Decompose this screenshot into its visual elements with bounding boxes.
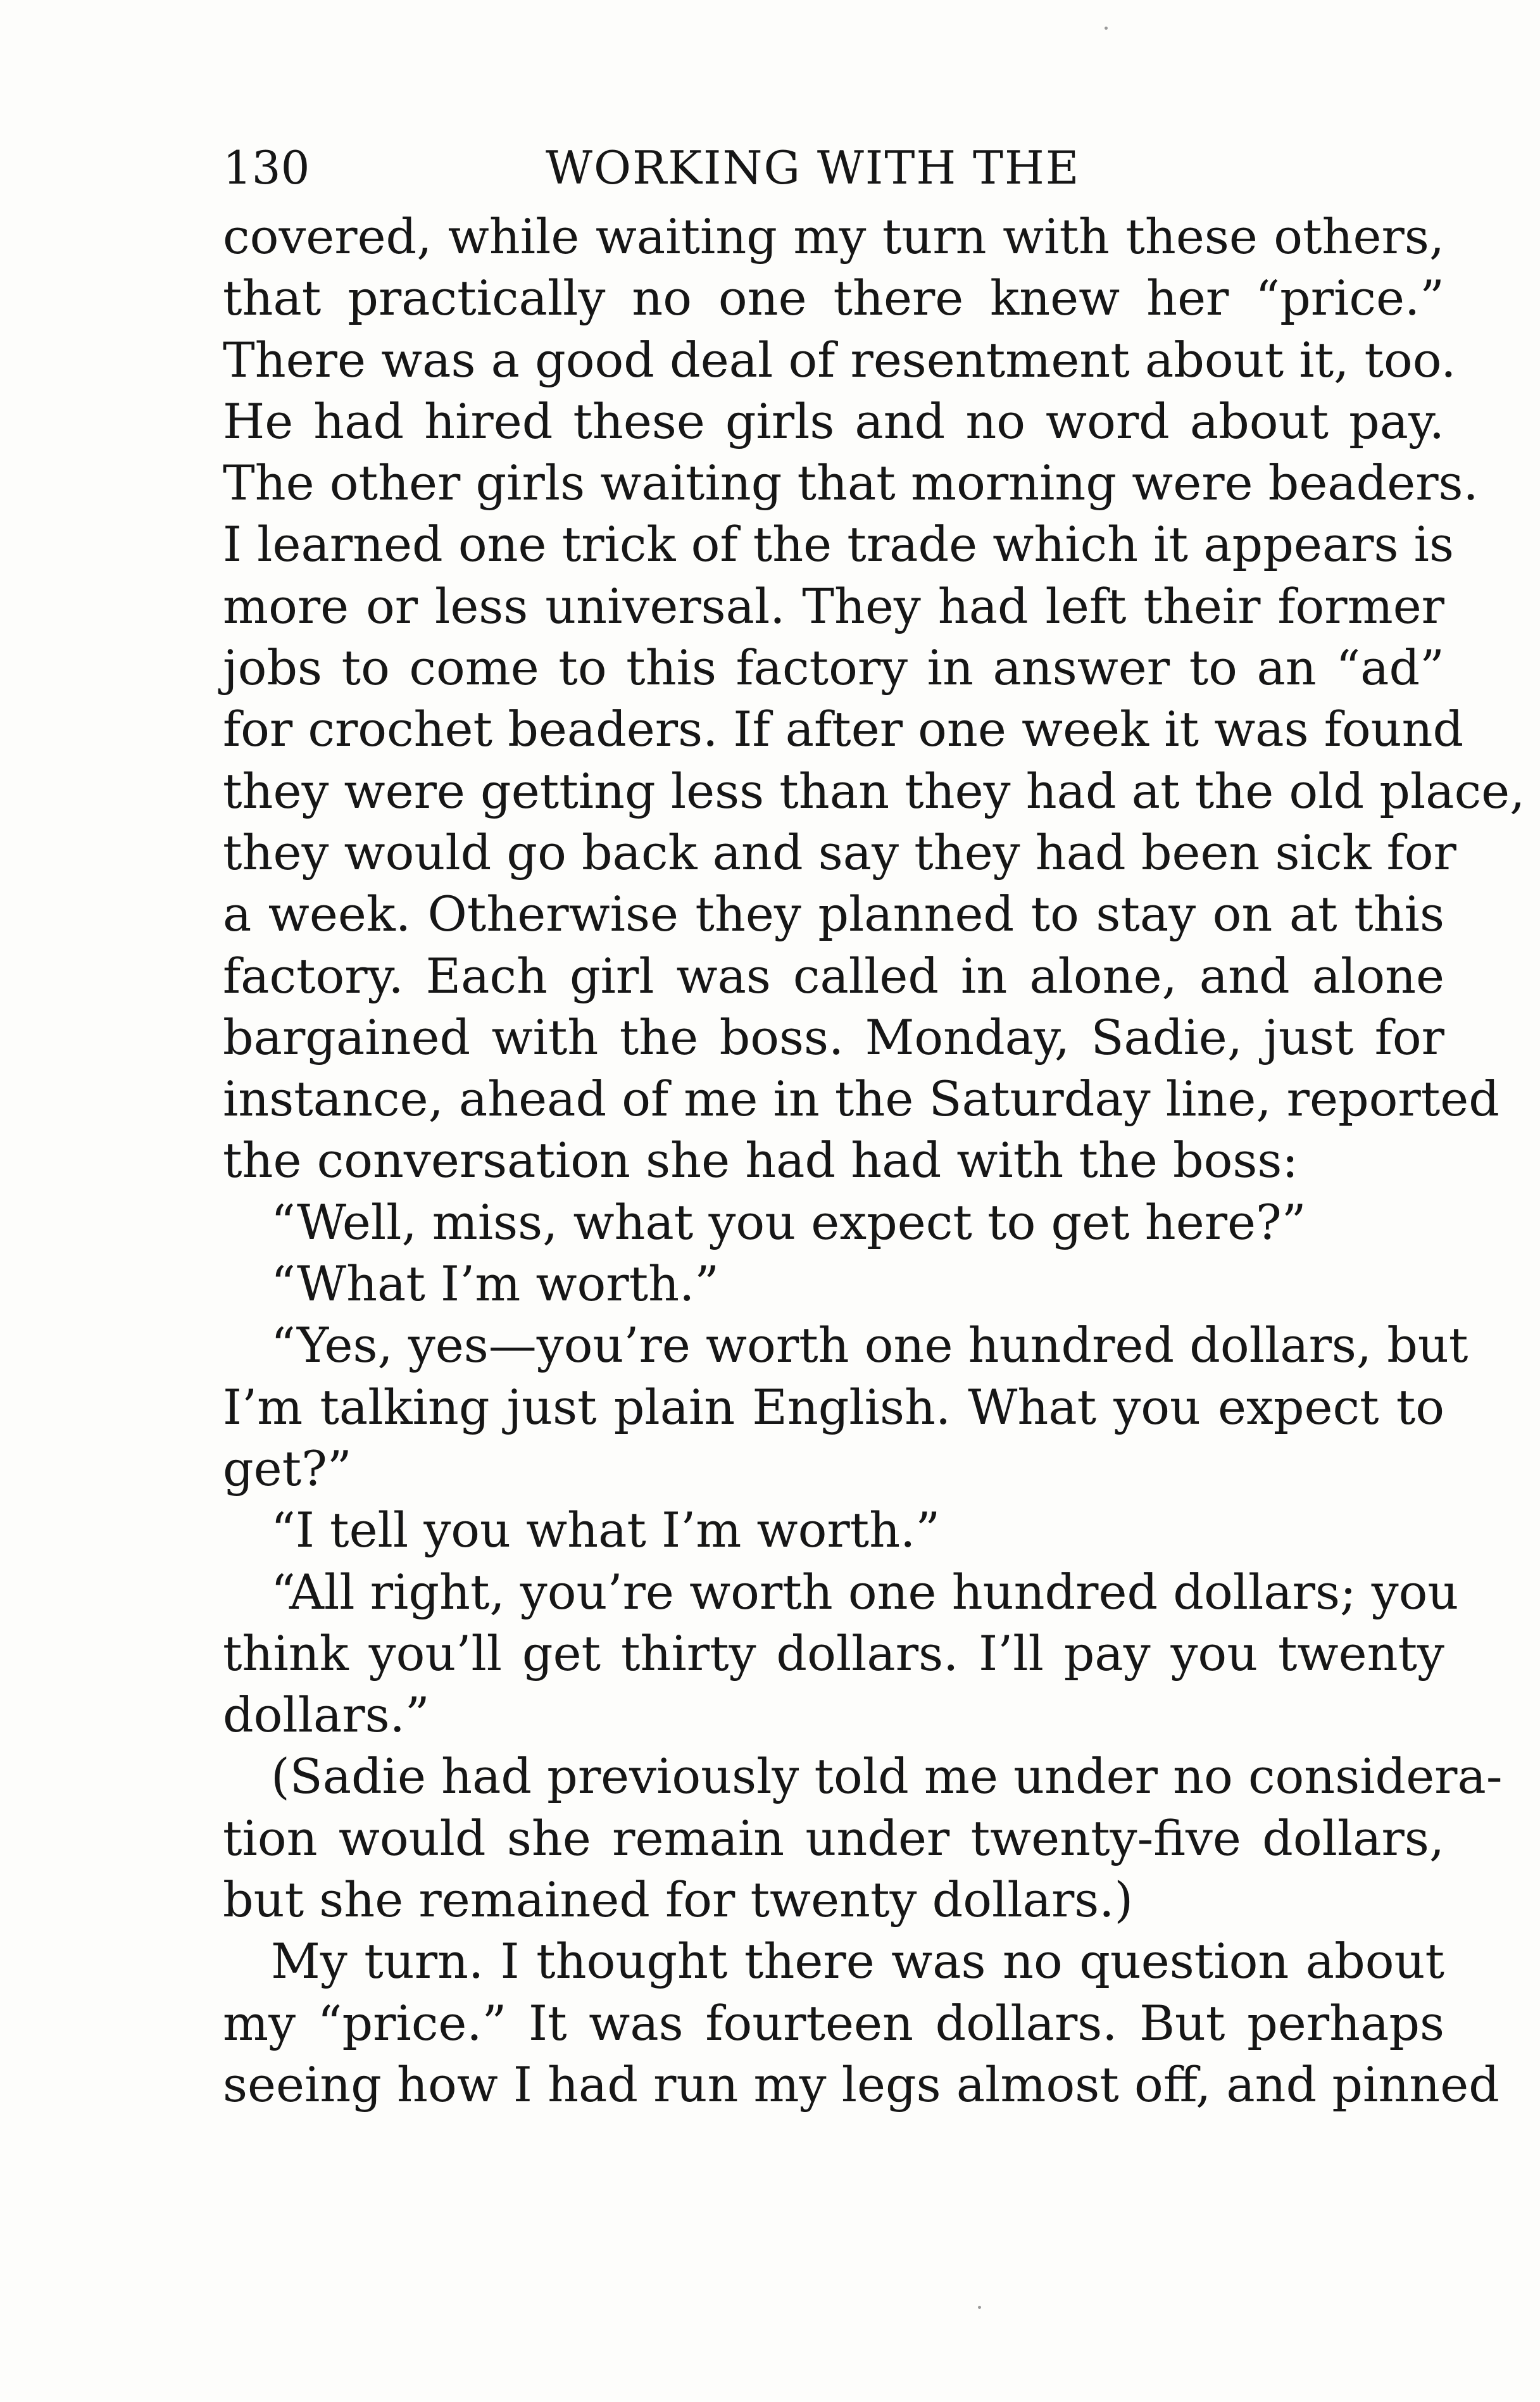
text-line: but she remained for twenty dollars.) [223,1871,1134,1928]
dialogue-line: get?” [223,1440,352,1497]
text-line: for crochet beaders. If after one week it was found [223,701,1464,758]
dialogue-line: “All right, you’re worth one hundred dollars; you [271,1563,1459,1620]
text-line: The other girls waiting that morning were beaders. [223,455,1479,512]
paper-speck [978,2306,981,2309]
dialogue-line: “What I’m worth.” [271,1255,720,1312]
text-block [223,130,1525,2115]
dialogue-line: “I tell you what I’m worth.” [271,1502,941,1559]
page-number: 130 [223,141,310,194]
dialogue-line: “Yes, yes—you’re worth one hundred dollars, but [271,1317,1468,1374]
paper-speck [1105,27,1108,30]
text-line: that practically no one there knew her “price.” [223,270,1444,327]
text-line: more or less universal. They had left their former [223,577,1444,634]
body-text [223,206,1525,2115]
text-line: the conversation she had had with the boss: [223,1132,1299,1189]
text-line: My turn. I thought there was no question about [271,1933,1444,1990]
text-line: my “price.” It was fourteen dollars. But perhaps [223,1994,1444,2051]
dialogue-line: I’m talking just plain English. What you expect to [223,1378,1444,1435]
text-line: tion would she remain under twenty-five dollars, [223,1809,1444,1866]
text-line: they would go back and say they had been sick for [223,824,1456,881]
running-head [223,130,1444,206]
text-line: covered, while waiting my turn with these others, [223,208,1444,265]
text-line: (Sadie had previously told me under no considera- [271,1748,1503,1805]
dialogue-line: dollars.” [223,1687,430,1744]
dialogue-line: think you’ll get thirty dollars. I’ll pay you twenty [223,1625,1444,1682]
text-line: bargained with the boss. Monday, Sadie, just for [223,1009,1444,1066]
text-line: There was a good deal of resentment about it, too. [223,331,1456,388]
dialogue-line: “Well, miss, what you expect to get here?” [271,1193,1306,1250]
running-head-title: WORKING WITH THE [546,141,1080,194]
text-line: they were getting less than they had at the old place, [223,762,1525,819]
text-line: jobs to come to this factory in answer to an “ad” [223,639,1444,696]
text-line: instance, ahead of me in the Saturday line, reported [223,1071,1499,1128]
text-line: He had hired these girls and no word about pay. [223,393,1444,450]
text-line: seeing how I had run my legs almost off, and pinned [223,2056,1499,2113]
text-line: I learned one trick of the trade which it appears is [223,516,1454,573]
text-line: a week. Otherwise they planned to stay on at this [223,886,1444,943]
text-line: factory. Each girl was called in alone, and alone [223,947,1444,1004]
